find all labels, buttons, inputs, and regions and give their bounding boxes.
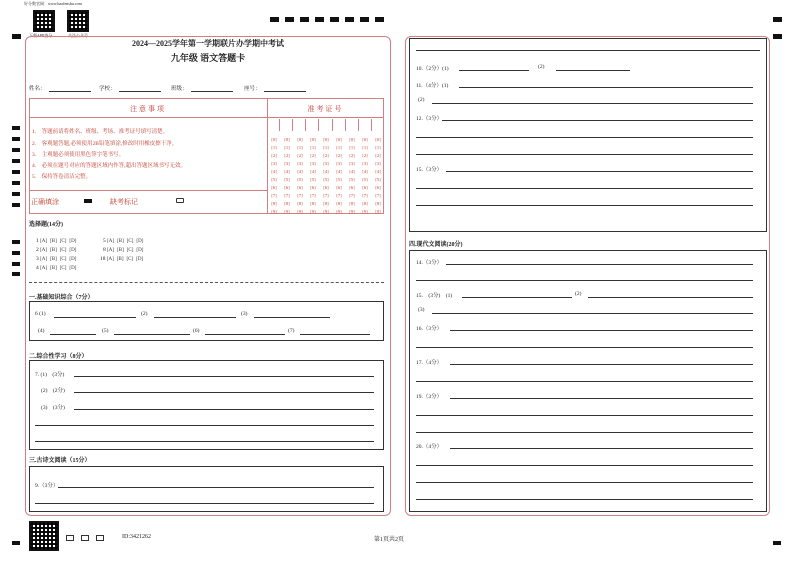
q7-3-line-2[interactable] (35, 425, 374, 426)
page-number: 第1页共2页 (374, 537, 405, 543)
section1-title: 一.基础知识综合（7分） (29, 295, 94, 301)
q20-line-4[interactable] (416, 499, 753, 500)
section1-answer-box (29, 301, 384, 341)
q14-line-1[interactable] (446, 264, 753, 265)
q9-label: 9.（3分） (35, 483, 59, 489)
q7-1-label: 7. (1) (3分) (35, 372, 65, 378)
footer-id: ID:3421262 (122, 534, 151, 540)
seat-field[interactable] (264, 91, 306, 92)
exam-id-heading: 准考证号 (307, 105, 344, 113)
class-label: 班级： (171, 86, 188, 92)
q10-2-label: (2) (538, 64, 545, 70)
id-digit-column-6[interactable]: [0] [1] [2] [3] [4] [5] [6] [7] [8] [9] (336, 137, 342, 214)
q12-line-1[interactable] (442, 120, 753, 121)
notice-item-4: 4. 必须在题号对应的答题区域内作答,超出答题区域书写无效。 (32, 163, 187, 169)
q10-1-line[interactable] (459, 70, 529, 71)
correct-fill-sample (84, 199, 92, 203)
q17-line-1[interactable] (450, 364, 753, 365)
q15-3-line[interactable] (432, 313, 753, 314)
q16-line-2[interactable] (416, 347, 753, 348)
q11-2-label: (2) (418, 97, 425, 103)
q6-6-line[interactable] (205, 334, 285, 335)
q10-2-line[interactable] (556, 70, 630, 71)
footer-box-2 (81, 535, 89, 541)
absent-checkbox[interactable] (176, 198, 184, 203)
q7-3-line-3[interactable] (35, 441, 374, 442)
section3-title: 三.古诗文阅读（15分） (29, 458, 91, 464)
choice-section-title: 选择题(14分) (29, 222, 63, 228)
app-qr-code (33, 10, 55, 32)
q19-line-3[interactable] (416, 432, 753, 433)
q12-line-2[interactable] (416, 137, 753, 138)
q7-2-line[interactable] (74, 392, 374, 393)
q19-label: 19.（3分） (416, 394, 443, 400)
q6-4-line[interactable] (50, 334, 96, 335)
school-field[interactable] (119, 91, 161, 92)
q15-label: 15. (3分) (1) (416, 293, 453, 299)
notice-item-3: 3. 主观题必须使用黑色签字笔书写。 (32, 152, 125, 158)
notice-item-1: 1. 答题前请将姓名、班级、考场、准考证号填写清楚。 (32, 129, 169, 135)
q15-top-line-3[interactable] (416, 205, 753, 206)
q7-3-line-1[interactable] (74, 409, 374, 410)
q12-line-3[interactable] (416, 154, 753, 155)
q19-line-1[interactable] (450, 398, 753, 399)
q11-label: 11.（4分）(1) (416, 83, 449, 89)
q12-label: 12.（3分） (416, 116, 443, 122)
footer-qr-code (29, 521, 59, 551)
q6-2-label: (2) (141, 311, 148, 317)
q15-2-line[interactable] (588, 297, 753, 298)
id-digit-column-3[interactable]: [0] [1] [2] [3] [4] [5] [6] [7] [8] [9] (297, 137, 303, 214)
id-digit-column-4[interactable]: [0] [1] [2] [3] [4] [5] [6] [7] [8] [9] (310, 137, 316, 214)
q6-4-label: (4) (38, 328, 45, 334)
id-digit-column-2[interactable]: [0] [1] [2] [3] [4] [5] [6] [7] [8] [9] (284, 137, 290, 214)
id-digit-column-8[interactable]: [0] [1] [2] [3] [4] [5] [6] [7] [8] [9] (362, 137, 368, 214)
qr2-label: 关注公众号 (68, 33, 88, 38)
q20-label: 20.（4分） (416, 444, 443, 450)
seat-label: 座号： (244, 86, 261, 92)
absent-label: 缺考标记 (110, 198, 138, 206)
q15-top-line-1[interactable] (446, 171, 753, 172)
q6-5-label: (5) (102, 328, 109, 334)
section2-title: 二.综合性学习（8分） (29, 354, 88, 360)
q11-2-line[interactable] (432, 103, 753, 104)
q9-continuation-line[interactable] (416, 50, 760, 51)
section3-answer-box (29, 466, 384, 512)
notice-item-5: 5. 保持答卷清洁完整。 (32, 174, 92, 180)
q11-1-line[interactable] (459, 87, 753, 88)
q17-line-2[interactable] (416, 381, 753, 382)
name-label: 姓名： (29, 86, 46, 92)
q15-top-label: 15.（3分） (416, 167, 443, 173)
q6-label: 6 (1) (35, 311, 46, 317)
id-digit-column-5[interactable]: [0] [1] [2] [3] [4] [5] [6] [7] [8] [9] (323, 137, 329, 214)
q15-top-line-2[interactable] (416, 188, 753, 189)
q9-line-1[interactable] (58, 487, 374, 488)
q16-label: 16.（3分） (416, 326, 443, 332)
notice-item-2: 2. 客观题答题,必须使用2B铅笔填涂,修改时用橡皮擦干净。 (32, 141, 178, 147)
id-digit-column-7[interactable]: [0] [1] [2] [3] [4] [5] [6] [7] [8] [9] (349, 137, 355, 214)
q14-line-2[interactable] (416, 280, 753, 281)
q7-2-label: (2) (2分) (41, 388, 65, 394)
footer-box-1 (66, 535, 74, 541)
q6-5-line[interactable] (114, 334, 190, 335)
class-field[interactable] (191, 91, 233, 92)
q16-line-1[interactable] (450, 330, 753, 331)
q6-7-label: (7) (288, 328, 295, 334)
section4-title: 四.现代文阅读(20分) (409, 242, 463, 248)
q20-line-2[interactable] (416, 465, 753, 466)
q20-line-1[interactable] (450, 448, 753, 449)
q6-2-line[interactable] (154, 317, 236, 318)
q15-2-label: (2) (575, 291, 582, 297)
qr1-label: 下载APP查分 (29, 33, 53, 38)
wechat-qr-code (67, 10, 89, 32)
q19-line-2[interactable] (416, 415, 753, 416)
q6-3-label: (3) (241, 311, 248, 317)
correct-fill-label: 正确填涂 (31, 198, 59, 206)
q17-label: 17.（4分） (416, 360, 443, 366)
q15-3-label: (3) (418, 307, 425, 313)
q15-1-line[interactable] (462, 297, 572, 298)
card-subtitle: 九年级 语文答题卡 (170, 53, 246, 63)
q6-7-line[interactable] (300, 334, 370, 335)
q20-line-3[interactable] (416, 482, 753, 483)
q6-3-line[interactable] (254, 317, 330, 318)
right-top-box (409, 38, 767, 232)
id-digit-column-1[interactable]: [0] [1] [2] [3] [4] [5] [6] [7] [8] [9] (271, 137, 277, 214)
notice-heading: 注意事项 (130, 105, 166, 113)
school-label: 学校： (99, 86, 116, 92)
exam-title: 2024—2025学年第一学期联片办学期中考试 (132, 39, 284, 48)
site-caption: 好分数官网：www.haofenshu.com (24, 1, 82, 6)
q6-1-line[interactable] (54, 317, 136, 318)
section2-answer-box (29, 360, 384, 450)
q9-line-2[interactable] (35, 503, 374, 504)
footer-box-3 (96, 535, 104, 541)
id-digit-column-9[interactable]: [0] [1] [2] [3] [4] [5] [6] [7] [8] [9] (375, 137, 381, 214)
q14-label: 14.（3分） (416, 260, 443, 266)
name-field[interactable] (49, 91, 91, 92)
q6-6-label: (6) (193, 328, 200, 334)
q10-label: 10.（2分）(1) (416, 66, 449, 72)
q7-3-label: (3) (3分) (41, 405, 65, 411)
q7-1-line[interactable] (74, 376, 374, 377)
